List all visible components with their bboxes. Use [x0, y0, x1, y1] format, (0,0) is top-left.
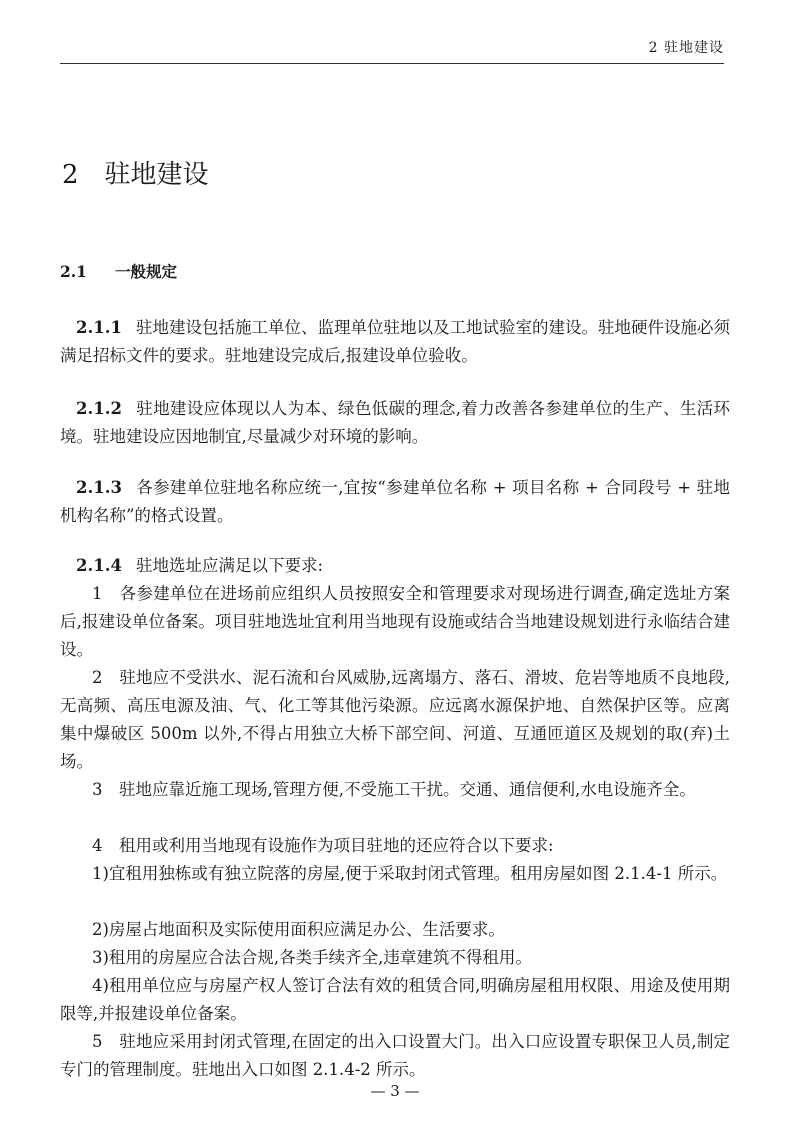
list-item: 1 各参建单位在进场前应组织人员按照安全和管理要求对现场进行调查,确定选址方案后,报建设单位备案。项目驻地选址宜利用当地现有设施或结合当地建设规划进行永临结合建设。 [60, 584, 730, 659]
page-number: — 3 — [370, 1082, 420, 1100]
list-item: 4)租用单位应与房屋产权人签订合法有效的租赁合同,明确房屋租用权限、用途及使用期限等,并报建设单位备案。 [60, 976, 730, 1023]
clause-2-1-2 [60, 395, 730, 451]
list-item: 3 驻地应靠近施工现场,管理方便,不受施工干扰。交通、通信便利,水电设施齐全。 [92, 780, 696, 799]
list-item: 2)房屋占地面积及实际使用面积应满足办公、生活要求。 [92, 920, 505, 939]
clause-number: 2.1.2 [76, 399, 122, 418]
clause-2-1-3 [60, 474, 730, 530]
clause-text: 驻地建设包括施工单位、监理单位驻地以及工地试验室的建设。驻地硬件设施必须满足招标文件的要求。驻地建设完成后,报建设单位验收。 [60, 318, 730, 365]
list-item: 4 租用或利用当地现有设施作为项目驻地的还应符合以下要求: [92, 836, 554, 855]
clause-number: 2.1.3 [76, 478, 122, 497]
clause-2-1-4 [60, 552, 730, 580]
list-item: 5 驻地应采用封闭式管理,在固定的出入口设置大门。出入口应设置专职保卫人员,制定专门的管理制度。驻地出入口如图 2.1.4-2 所示。 [60, 1032, 730, 1079]
running-header: 2 驻地建设 [648, 40, 724, 56]
clause-number: 2.1.4 [76, 556, 122, 575]
clause-text: 驻地选址应满足以下要求: [135, 556, 323, 575]
header-rule [60, 63, 724, 64]
clause-text: 驻地建设应体现以人为本、绿色低碳的理念,着力改善各参建单位的生产、生活环境。驻地建设应因地制宜,尽量减少对环境的影响。 [60, 399, 730, 446]
clause-2-1-1 [60, 314, 730, 370]
chapter-number: 2 [62, 160, 79, 190]
list-item: 2 驻地应不受洪水、泥石流和台风威胁,远离塌方、落石、滑坡、危岩等地质不良地段,无高频、高压电源及油、气、化工等其他污染源。应远离水源保护地、自然保护区等。应离集中爆破区 500m 以外,不得占用独立大桥下部空间、河道、互通匝道区及规划的取(弃)土场。 [60, 668, 730, 771]
list-item: 1)宜租用独栋或有独立院落的房屋,便于采取封闭式管理。租用房屋如图 2.1.4-1 所示。 [92, 864, 728, 883]
section-title-text: 一般规定 [114, 262, 177, 281]
clause-number: 2.1.1 [76, 318, 122, 337]
list-item: 3)租用的房屋应合法合规,各类手续齐全,违章建筑不得租用。 [92, 948, 532, 967]
section-number: 2.1 [60, 262, 87, 281]
section-title [60, 260, 177, 282]
clause-text: 各参建单位驻地名称应统一,宜按“参建单位名称 + 项目名称 + 合同段号 + 驻地机构名称”的格式设置。 [60, 478, 730, 525]
chapter-title-text: 驻地建设 [104, 160, 209, 190]
chapter-title [62, 154, 209, 191]
